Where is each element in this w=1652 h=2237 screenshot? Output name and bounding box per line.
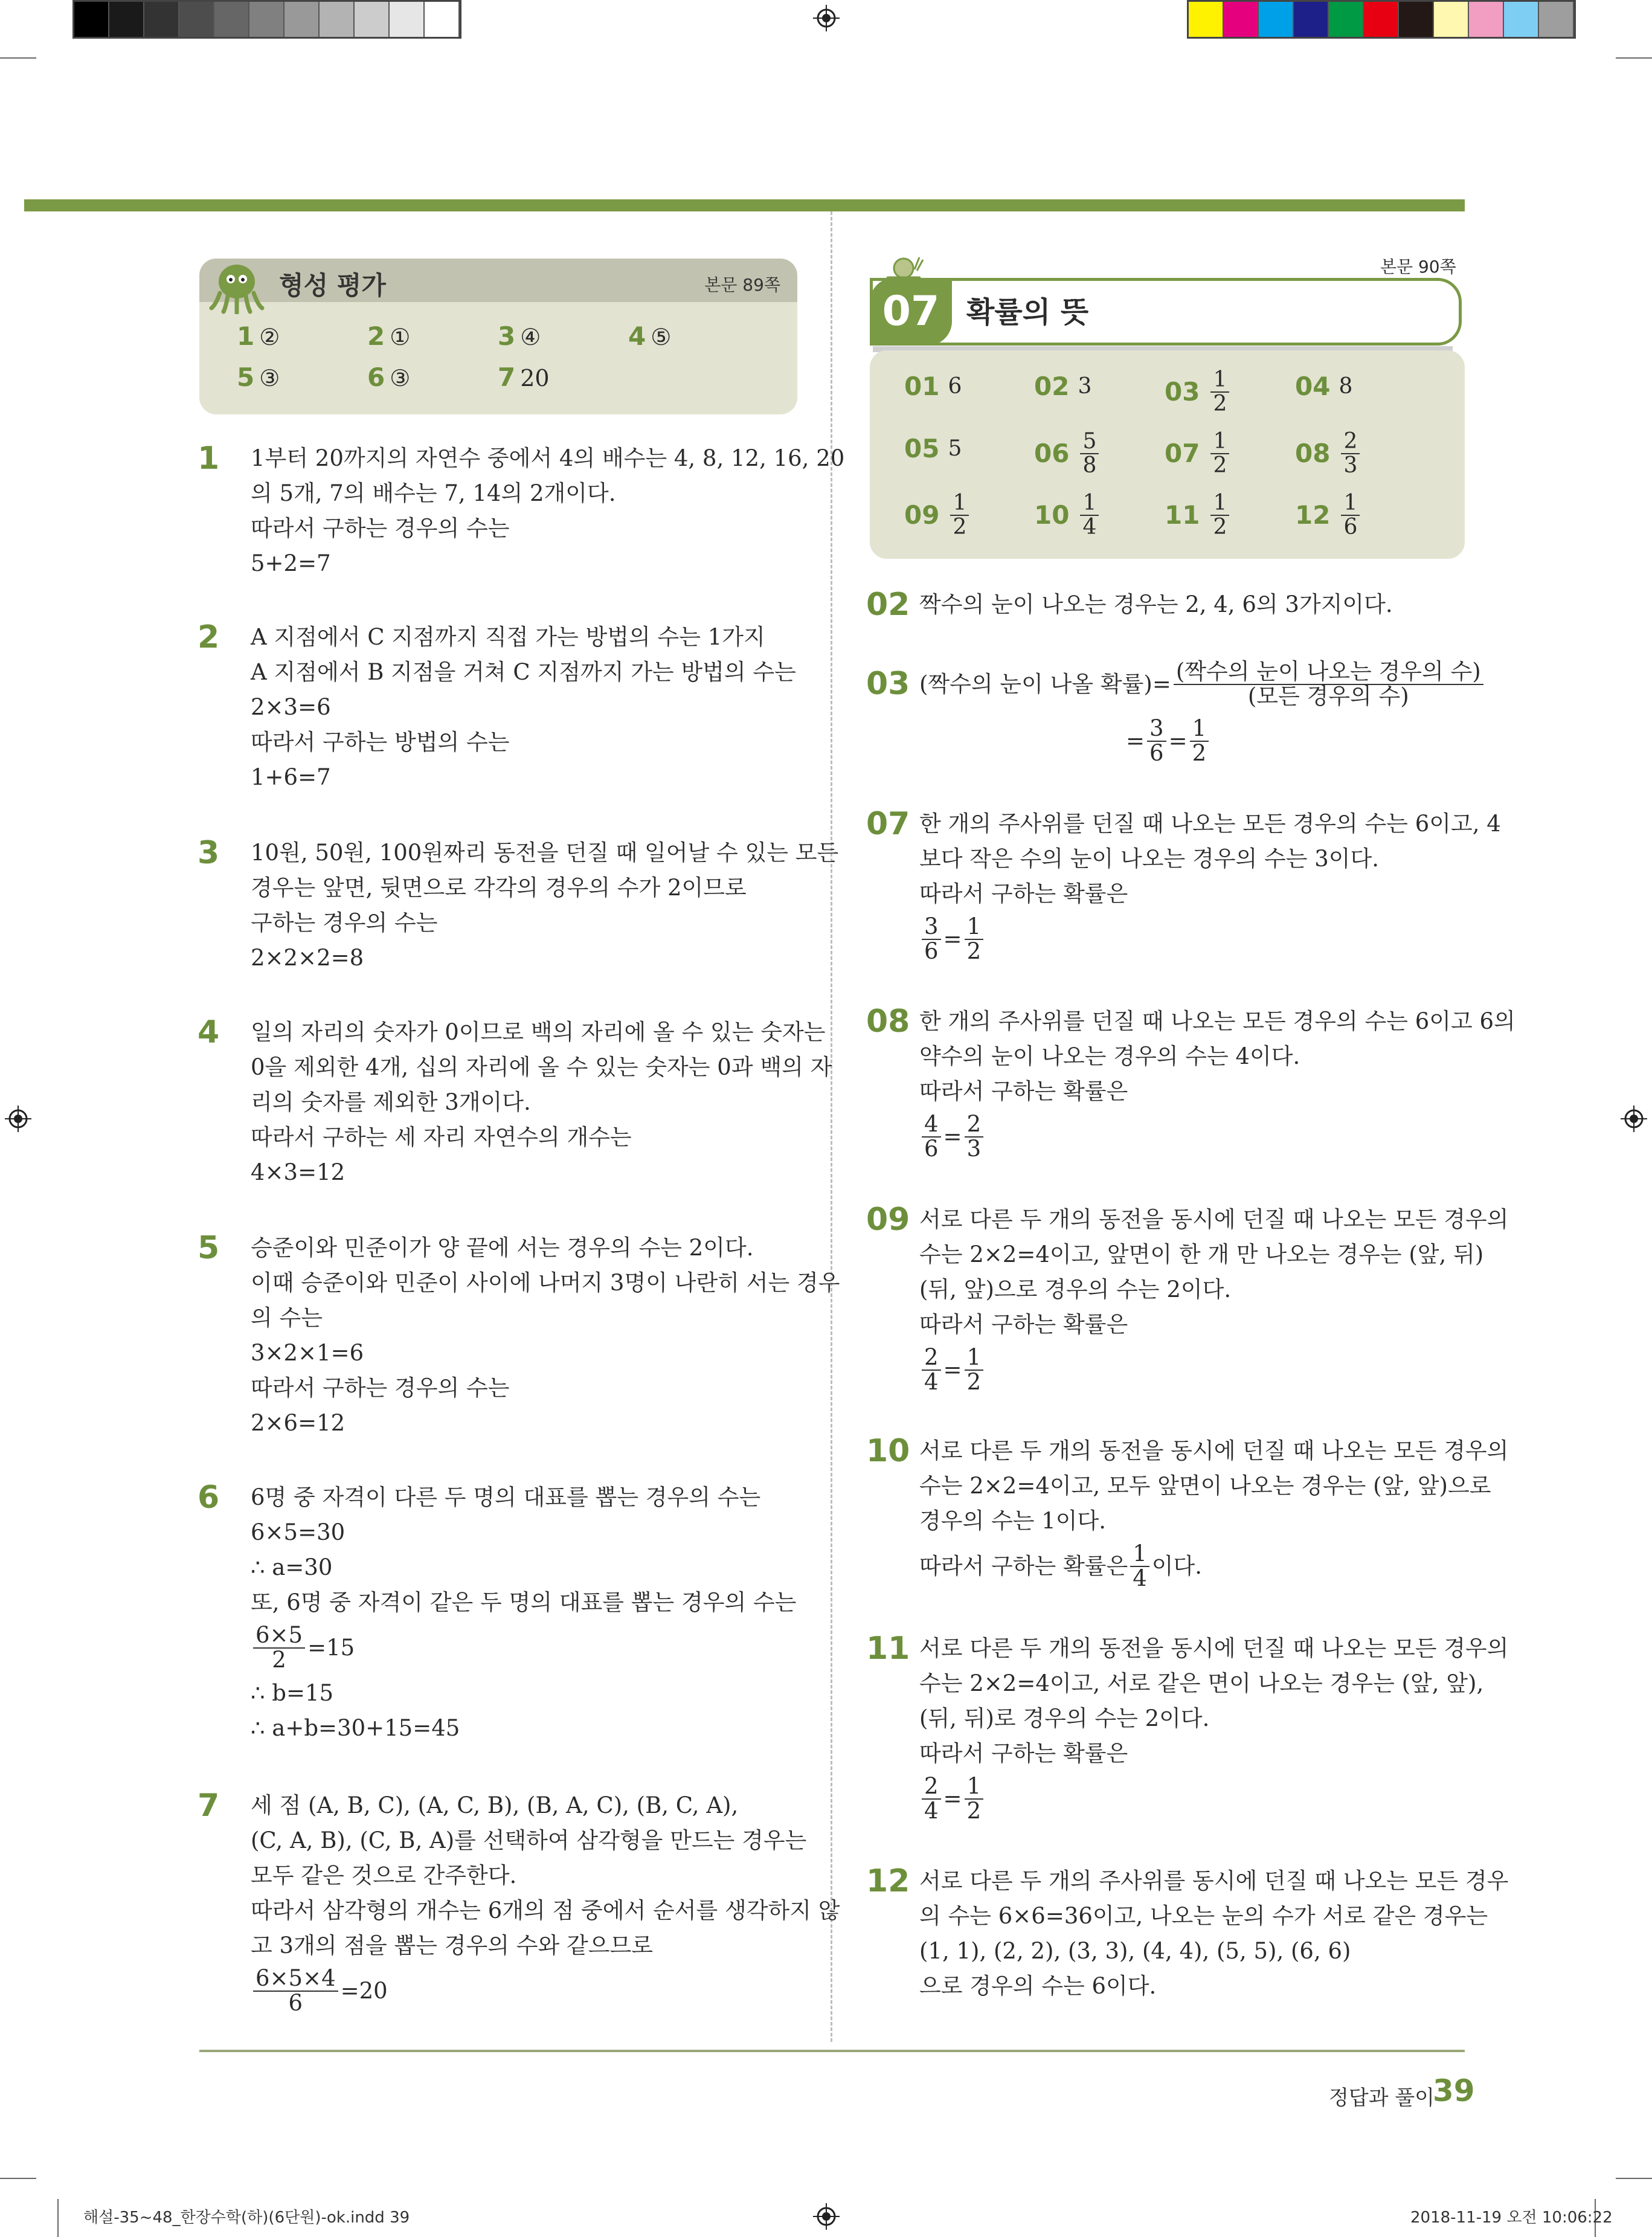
crop-mark: [57, 2199, 59, 2237]
print-timestamp: 2018-11-19 오전 10:06:22: [1410, 2209, 1613, 2227]
color-swatch: [1329, 2, 1364, 37]
answer-box-page-ref: 본문 89쪽: [704, 275, 780, 295]
answer-box-title: 형성 평가: [279, 271, 386, 300]
color-swatch: [74, 2, 109, 37]
color-swatch: [1399, 2, 1434, 37]
answer-item: 05 5: [904, 434, 962, 463]
answer-item: 08 $\frac{2}{3}$: [1295, 430, 1362, 477]
file-slug: 해설-35~48_한장수학(하)(6단원)-ok.indd 39: [83, 2209, 410, 2227]
solution-09: 09 서로 다른 두 개의 동전을 동시에 던질 때 나오는 모든 경우의 수는 2×2=4이고, 앞면이 한 개 만 나오는 경우는 (앞, 뒤) (뒤, 앞)으로 경우의 수는 2이다. 따라서 구하는 확률은 $\frac{2}{4}$ = $\frac{1}{2}$: [866, 1202, 1509, 1395]
answer-item: 3 ④: [498, 321, 541, 351]
color-swatch: [355, 2, 390, 37]
octopus-mascot-icon: [207, 260, 267, 314]
answer-item: 6 ③: [367, 362, 411, 392]
answer-item: 03 $\frac{1}{2}$: [1165, 369, 1232, 416]
page-number: 39: [1433, 2073, 1475, 2108]
answer-item: 09 $\frac{1}{2}$: [904, 492, 971, 539]
solution-2: 2 A 지점에서 C 지점까지 직접 가는 방법의 수는 1가지 A 지점에서 B 지점을 거쳐 C 지점까지 가는 방법의 수는 2×3=6 따라서 구하는 방법의 수는 1+6=7: [198, 619, 796, 790]
color-swatch: [390, 2, 425, 37]
answer-item: 4 ⑤: [628, 321, 672, 351]
section-page-ref: 본문 90쪽: [1380, 257, 1456, 277]
color-swatch: [1539, 2, 1574, 37]
color-swatch: [1259, 2, 1294, 37]
bottom-rule: [199, 2050, 1465, 2052]
color-swatch: [1434, 2, 1469, 37]
color-swatch: [1504, 2, 1539, 37]
answer-item: 10 $\frac{1}{4}$: [1034, 492, 1101, 539]
color-swatch: [179, 2, 214, 37]
answer-item: 1 ②: [237, 321, 280, 351]
formative-assessment-answer-box: [199, 259, 797, 414]
solution-10: 10 서로 다른 두 개의 동전을 동시에 던질 때 나오는 모든 경우의 수는 2×2=4이고, 모두 앞면이 나오는 경우는 (앞, 앞)으로 경우의 수는 1이다. 따라서 구하는 확률은 $\frac{1}{4}$ 이다.: [866, 1433, 1509, 1591]
registration-mark-icon: [813, 2203, 840, 2230]
answer-item: 04 8: [1295, 372, 1353, 401]
snail-mascot-icon: [883, 251, 925, 282]
solution-12: 12 서로 다른 두 개의 주사위를 동시에 던질 때 나오는 모든 경우 의 수는 6×6=36이고, 나오는 눈의 수가 서로 같은 경우는 (1, 1), (2, 2), (3, 3), (4, 4), (5, 5), (6, 6) 으로 경우의 수는 6이다.: [866, 1863, 1509, 1999]
color-swatch: [109, 2, 144, 37]
solution-7: 7 세 점 (A, B, C), (A, C, B), (B, A, C), (B, C, A), (C, A, B), (C, B, A)를 선택하여 삼각형을 만드는 경우는 모두 같은 것으로 간주한다. 따라서 삼각형의 개수는 6개의 점 중에서 순서를 생각하지 않 고 3개의 점을 뽑는 경우의 수와 같으므로 $\frac{6\times 5\times 4}{6}$ =20: [198, 1788, 840, 2016]
crop-mark: [0, 57, 36, 59]
answer-item: 11 $\frac{1}{2}$: [1165, 492, 1232, 539]
top-accent-bar: [24, 199, 1465, 211]
solution-07: 07 한 개의 주사위를 던질 때 나오는 모든 경우의 수는 6이고, 4 보다 작은 수의 눈이 나오는 경우의 수는 3이다. 따라서 구하는 확률은 $\frac{3}{6}$ = $\frac{1}{2}$: [866, 806, 1501, 964]
answer-item: 02 3: [1034, 372, 1092, 401]
process-color-bar: [1187, 0, 1576, 39]
solution-6: 6 6명 중 자격이 다른 두 명의 대표를 뽑는 경우의 수는 6×5=30 ∴ a=30 또, 6명 중 자격이 같은 두 명의 대표를 뽑는 경우의 수는 $\frac{6\times 5}{2}$ =15 ∴ b=15 ∴ a+b=30+15=45: [198, 1479, 797, 1741]
color-swatch: [1224, 2, 1259, 37]
color-swatch: [1364, 2, 1399, 37]
color-swatch: [214, 2, 249, 37]
color-swatch: [284, 2, 320, 37]
color-swatch: [1189, 2, 1224, 37]
registration-mark-icon: [5, 1106, 31, 1132]
solution-02: 02 짝수의 눈이 나오는 경우는 2, 4, 6의 3가지이다.: [866, 587, 1393, 623]
color-swatch: [144, 2, 179, 37]
solution-03: 03 (짝수의 눈이 나올 확률)= $\frac{\text{(짝수의 눈이 나오는 경우의 수)}}{\text{(모든 경우의 수)}}$ = $\frac{3}{6}$ = $\frac{1}{2}$: [919, 655, 1486, 769]
registration-mark-icon: [1621, 1106, 1647, 1132]
answer-item: 5 ③: [237, 362, 280, 392]
crop-mark: [1616, 57, 1652, 59]
solution-08: 08 한 개의 주사위를 던질 때 나오는 모든 경우의 수는 6이고 6의 약수의 눈이 나오는 경우의 수는 4이다. 따라서 구하는 확률은 $\frac{4}{6}$ = $\frac{2}{3}$: [866, 1003, 1515, 1162]
answer-item: 06 $\frac{5}{8}$: [1034, 430, 1101, 477]
answer-item: 01 6: [904, 372, 962, 401]
crop-mark: [1616, 2178, 1652, 2179]
answer-item: 2 ①: [367, 321, 411, 351]
color-swatch: [249, 2, 284, 37]
solution-11: 11 서로 다른 두 개의 동전을 동시에 던질 때 나오는 모든 경우의 수는 2×2=4이고, 서로 같은 면이 나오는 경우는 (앞, 앞), (뒤, 뒤)로 경우의 수는 2이다. 따라서 구하는 확률은 $\frac{2}{4}$ = $\frac{1}{2}$: [866, 1630, 1509, 1824]
section-title-tab: [870, 278, 1462, 346]
answer-item: 07 $\frac{1}{2}$: [1165, 430, 1232, 477]
color-swatch: [320, 2, 355, 37]
answer-item: 12 $\frac{1}{6}$: [1295, 492, 1362, 539]
registration-mark-icon: [813, 5, 840, 31]
solution-1: 1 1부터 20까지의 자연수 중에서 4의 배수는 4, 8, 12, 16, 20 의 5개, 7의 배수는 7, 14의 2개이다. 따라서 구하는 경우의 수는 5+2=7: [198, 440, 845, 576]
color-swatch: [425, 2, 460, 37]
color-swatch: [1294, 2, 1329, 37]
solution-3: 3 10원, 50원, 100원짜리 동전을 던질 때 일어날 수 있는 모든 경우는 앞면, 뒷면으로 각각의 경우의 수가 2이므로 구하는 경우의 수는 2×2×2=8: [198, 835, 839, 971]
footer-label: 정답과 풀이: [1329, 2086, 1435, 2110]
solution-4: 4 일의 자리의 숫자가 0이므로 백의 자리에 올 수 있는 숫자는 0을 제외한 4개, 십의 자리에 올 수 있는 숫자는 0과 백의 자 리의 숫자를 제외한 3개이다. 따라서 구하는 세 자리 자연수의 개수는 4×3=12: [198, 1014, 832, 1185]
crop-mark: [0, 2178, 36, 2179]
color-swatch: [1469, 2, 1504, 37]
section-number: 07: [870, 278, 952, 346]
solution-5: 5 승준이와 민준이가 양 끝에 서는 경우의 수는 2이다. 이때 승준이와 민준이 사이에 나머지 3명이 나란히 서는 경우 의 수는 3×2×1=6 따라서 구하는 경우의 수는 2×6=12: [198, 1230, 840, 1436]
section-title: 확률의 뜻: [966, 295, 1089, 329]
gray-color-bar: [72, 0, 461, 39]
answer-item: 7 20: [498, 362, 550, 392]
answer-box-header: [199, 259, 797, 302]
